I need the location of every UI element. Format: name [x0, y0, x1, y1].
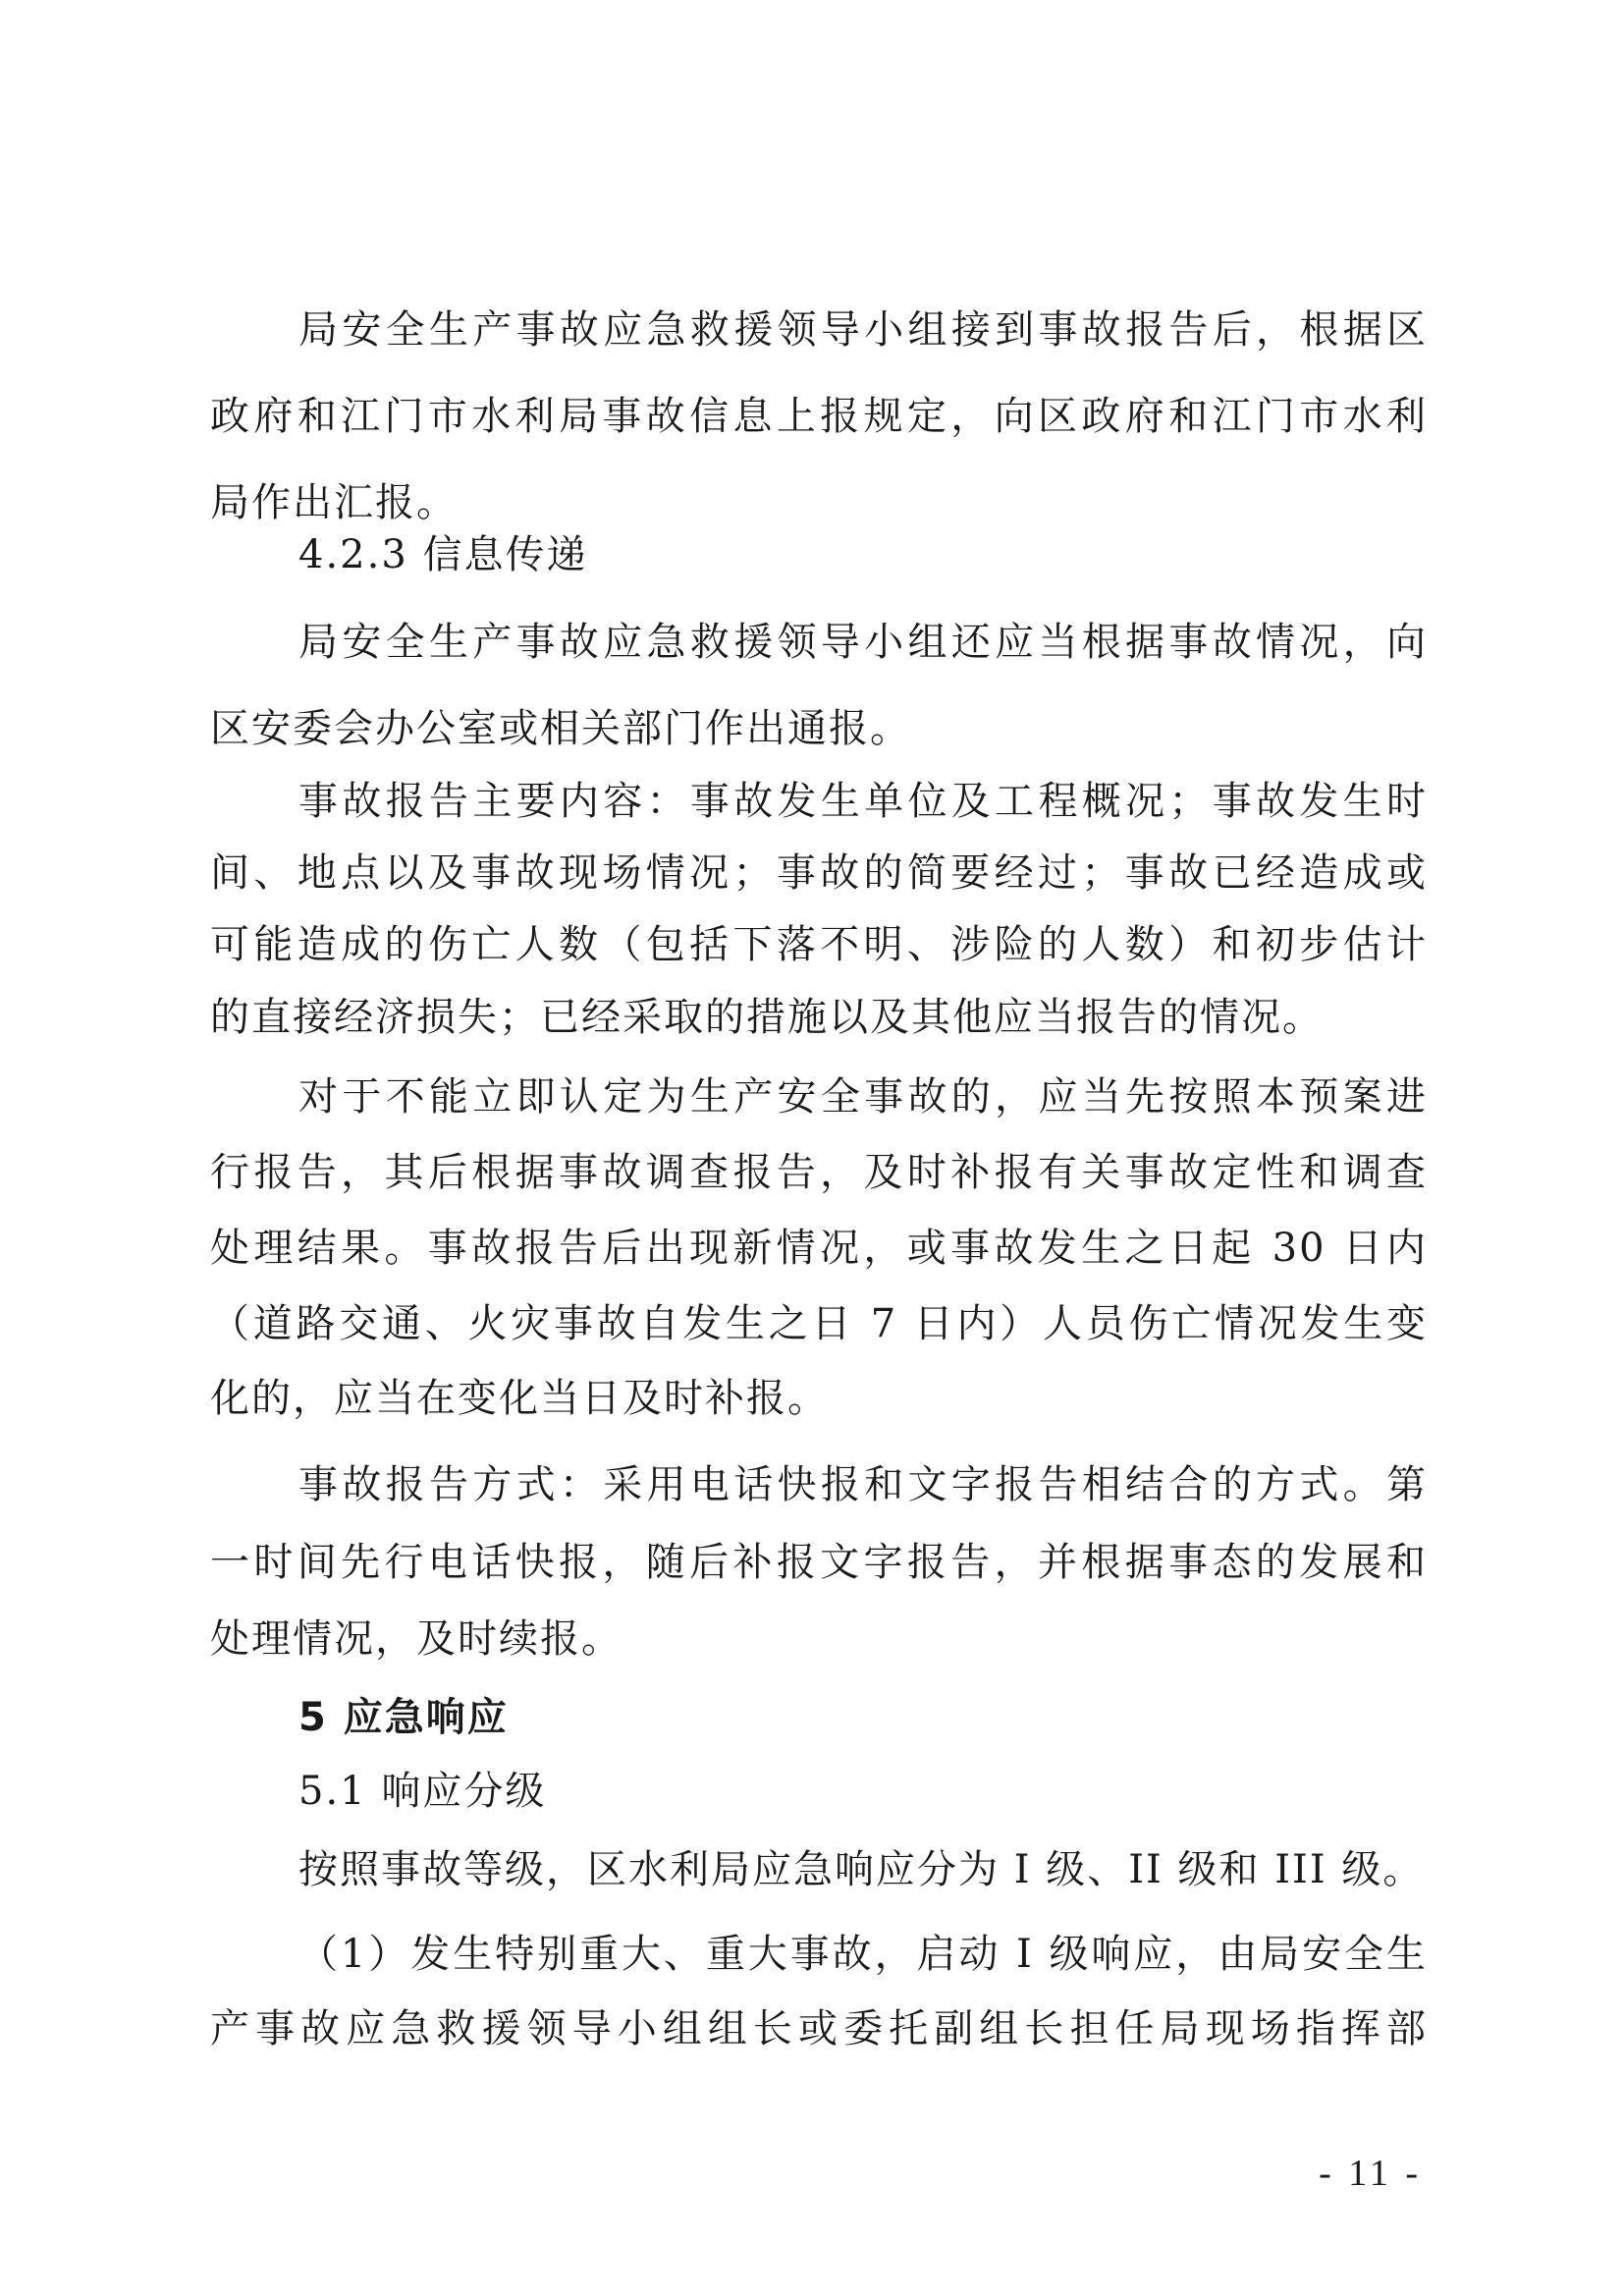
subsection-heading: 5.1 响应分级 — [298, 1769, 547, 1814]
section-heading: 5 应急响应 — [298, 1695, 509, 1740]
paragraph-line: 按照事故等级，区水利局应急响应分为 I 级、II 级和 III 级。 — [298, 1847, 1425, 1892]
paragraph-line: 处理结果。事故报告后出现新情况，或事故发生之日起 30 日内 — [210, 1226, 1428, 1271]
section-heading: 4.2.3 信息传递 — [298, 532, 588, 577]
paragraph-line: 产事故应急救援领导小组组长或委托副组长担任局现场指挥部 — [210, 2006, 1428, 2051]
paragraph-line: 可能造成的伤亡人数（包括下落不明、涉险的人数）和初步估计 — [210, 922, 1428, 967]
page-number: - 11 - — [1319, 2153, 1422, 2194]
paragraph-line: 事故报告方式：采用电话快报和文字报告相结合的方式。第 — [298, 1462, 1428, 1507]
paragraph-line: 间、地点以及事故现场情况；事故的简要经过；事故已经造成或 — [210, 850, 1428, 896]
paragraph-line: 对于不能立即认定为生产安全事故的，应当先按照本预案进 — [298, 1074, 1428, 1120]
paragraph-line: 事故报告主要内容：事故发生单位及工程概况；事故发生时 — [298, 779, 1428, 824]
paragraph-line: 局安全生产事故应急救援领导小组接到事故报告后，根据区 — [298, 307, 1428, 353]
paragraph-line: 行报告，其后根据事故调查报告，及时补报有关事故定性和调查 — [210, 1150, 1428, 1195]
paragraph-line: （道路交通、火灾事故自发生之日 7 日内）人员伤亡情况发生变 — [210, 1301, 1428, 1346]
paragraph-line: 一时间先行电话快报，随后补报文字报告，并根据事态的发展和 — [210, 1540, 1428, 1585]
paragraph-line: 政府和江门市水利局事故信息上报规定，向区政府和江门市水利 — [210, 394, 1428, 439]
paragraph-line: 化的，应当在变化当日及时补报。 — [210, 1376, 829, 1421]
paragraph-line: 的直接经济损失；已经采取的措施以及其他应当报告的情况。 — [210, 995, 1324, 1040]
paragraph-line: 局安全生产事故应急救援领导小组还应当根据事故情况，向 — [298, 620, 1428, 665]
paragraph-line: （1）发生特别重大、重大事故，启动 I 级响应，由局安全生 — [298, 1932, 1428, 1977]
paragraph-line: 局作出汇报。 — [210, 480, 458, 525]
paragraph-line: 区安委会办公室或相关部门作出通报。 — [210, 706, 911, 751]
paragraph-line: 处理情况，及时续报。 — [210, 1616, 622, 1662]
